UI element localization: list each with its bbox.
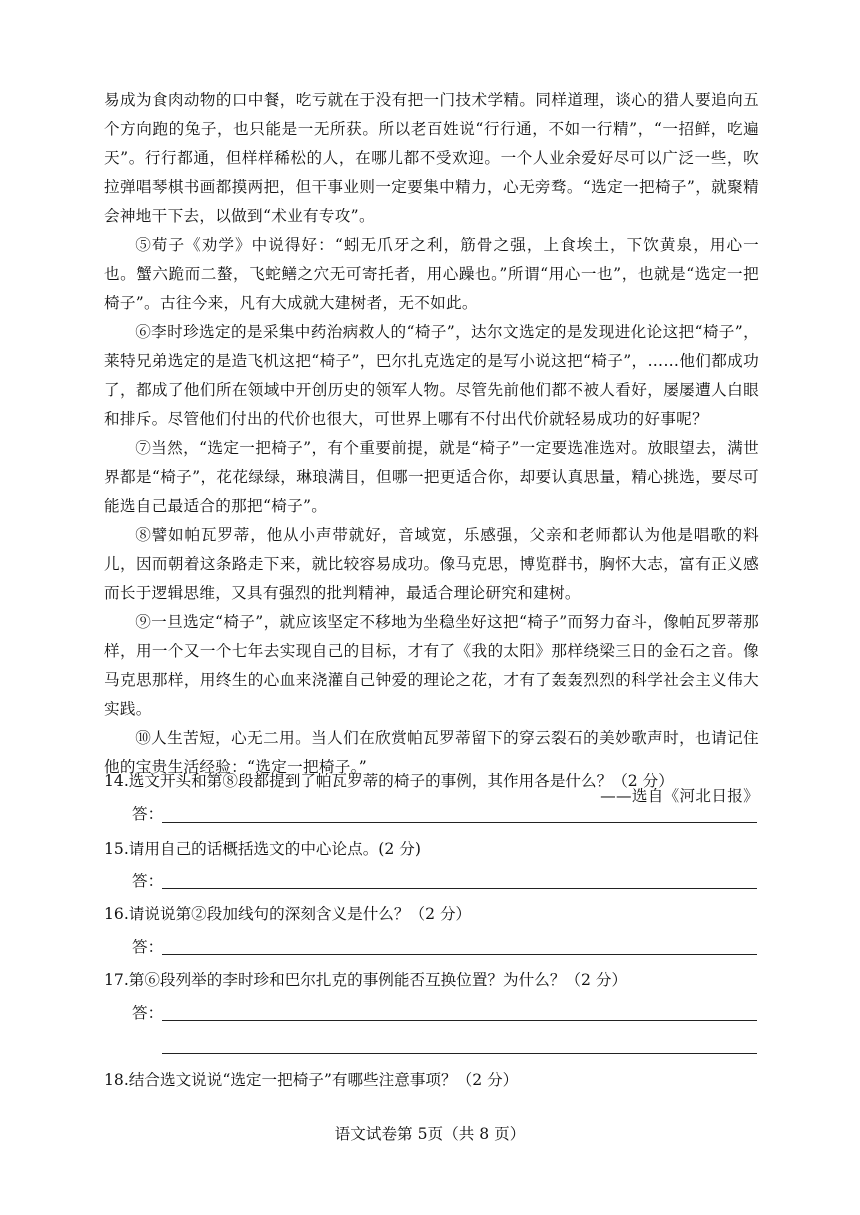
paragraph-6: ⑥李时珍选定的是采集中药治病救人的“椅子”，达尔文选定的是发现进化论这把“椅子”，莱特兄弟选定的是造飞机这把“椅子”，巴尔扎克选定的是写小说这把“椅子”，……他们都成功了，都成了他们所在领域中开创历史的领军人物。尽管先前他们都不被人看好，屡屡遭人白眼和排斥。尽管他们付出的代价也很大，可世界上哪有不付出代价就轻易成功的好事呢？ xyxy=(104,323,759,428)
answer-label-16: 答： xyxy=(132,938,164,956)
question-16: 16.请说说第②段加线句的深刻含义是什么？（2 分） xyxy=(104,905,472,923)
paragraph-9: ⑨一旦选定“椅子”，就应该坚定不移地为坐稳坐好这把“椅子”而努力奋斗，像帕瓦罗蒂那样，用一个又一个七年去实现自己的目标，才有了《我的太阳》那样绕梁三日的金石之音。像马克思那样，用终生的心血来浇灌自己钟爱的理论之花，才有了轰轰烈烈的科学社会主义伟大实践。 xyxy=(104,613,759,718)
answer-line-17b[interactable] xyxy=(162,1053,757,1054)
paragraph-continued: 易成为食肉动物的口中餐，吃亏就在于没有把一门技术学精。同样道理，谈心的猎人要追向五个方向跑的兔子，也只能是一无所获。所以老百姓说“行行通，不如一行精”，“一招鲜，吃遍天”。行行都通，但样样稀松的人，在哪儿都不受欢迎。一个人业余爱好尽可以广泛一些，吹拉弹唱琴棋书画都摸两把，但干事业则一定要集中精力，心无旁骛。“选定一把椅子”，就聚精会神地干下去，以做到“术业有专攻”。 xyxy=(104,91,759,225)
answer-line-15[interactable] xyxy=(162,888,757,889)
page-footer: 语文试卷第 5页（共 8 页） xyxy=(334,1125,526,1143)
question-15: 15.请用自己的话概括选文的中心论点。(2 分) xyxy=(104,840,421,858)
passage-source: ——选自《河北日报》 xyxy=(600,787,759,805)
answer-label-15: 答： xyxy=(132,872,164,890)
paragraph-8: ⑧譬如帕瓦罗蒂，他从小声带就好，音域宽，乐感强，父亲和老师都认为他是唱歌的料儿，因而朝着这条路走下来，就比较容易成功。像马克思，博览群书，胸怀大志，富有正义感而长于逻辑思维，又具有强烈的批判精神，最适合理论研究和建树。 xyxy=(104,526,759,602)
answer-line-17a[interactable] xyxy=(162,1020,757,1021)
paragraph-10: ⑩人生苦短，心无二用。当人们在欣赏帕瓦罗蒂留下的穿云裂石的美妙歌声时，也请记住他的宝贵生活经验：“选定一把椅子。” xyxy=(104,729,759,776)
question-14: 14.选文开头和第⑧段都提到了帕瓦罗蒂的椅子的事例，其作用各是什么？（2 分） xyxy=(104,772,674,790)
paragraph-7: ⑦当然，“选定一把椅子”，有个重要前提，就是“椅子”一定要选准选对。放眼望去，满世界都是“椅子”，花花绿绿，琳琅满目，但哪一把更适合你，却要认真思量，精心挑选，要尽可能选自己最适合的那把“椅子”。 xyxy=(104,439,759,515)
question-18: 18.结合选文说说“选定一把椅子”有哪些注意事项？（2 分） xyxy=(104,1071,519,1089)
answer-label-17: 答： xyxy=(132,1004,164,1022)
answer-label-14: 答： xyxy=(132,805,164,823)
reading-passage xyxy=(104,86,759,811)
question-17: 17.第⑥段列举的李时珍和巴尔扎克的事例能否互换位置？为什么？（2 分） xyxy=(104,971,628,989)
paragraph-5: ⑤荀子《劝学》中说得好：“蚓无爪牙之利，筋骨之强，上食埃土，下饮黄泉，用心一也。蟹六跪而二螯，飞蛇鳝之穴无可寄托者，用心躁也。”所谓“用心一也”，也就是“选定一把椅子”。古往今来，凡有大成就大建树者，无不如此。 xyxy=(104,236,759,312)
answer-line-16[interactable] xyxy=(162,954,757,955)
answer-line-14[interactable] xyxy=(162,822,757,823)
